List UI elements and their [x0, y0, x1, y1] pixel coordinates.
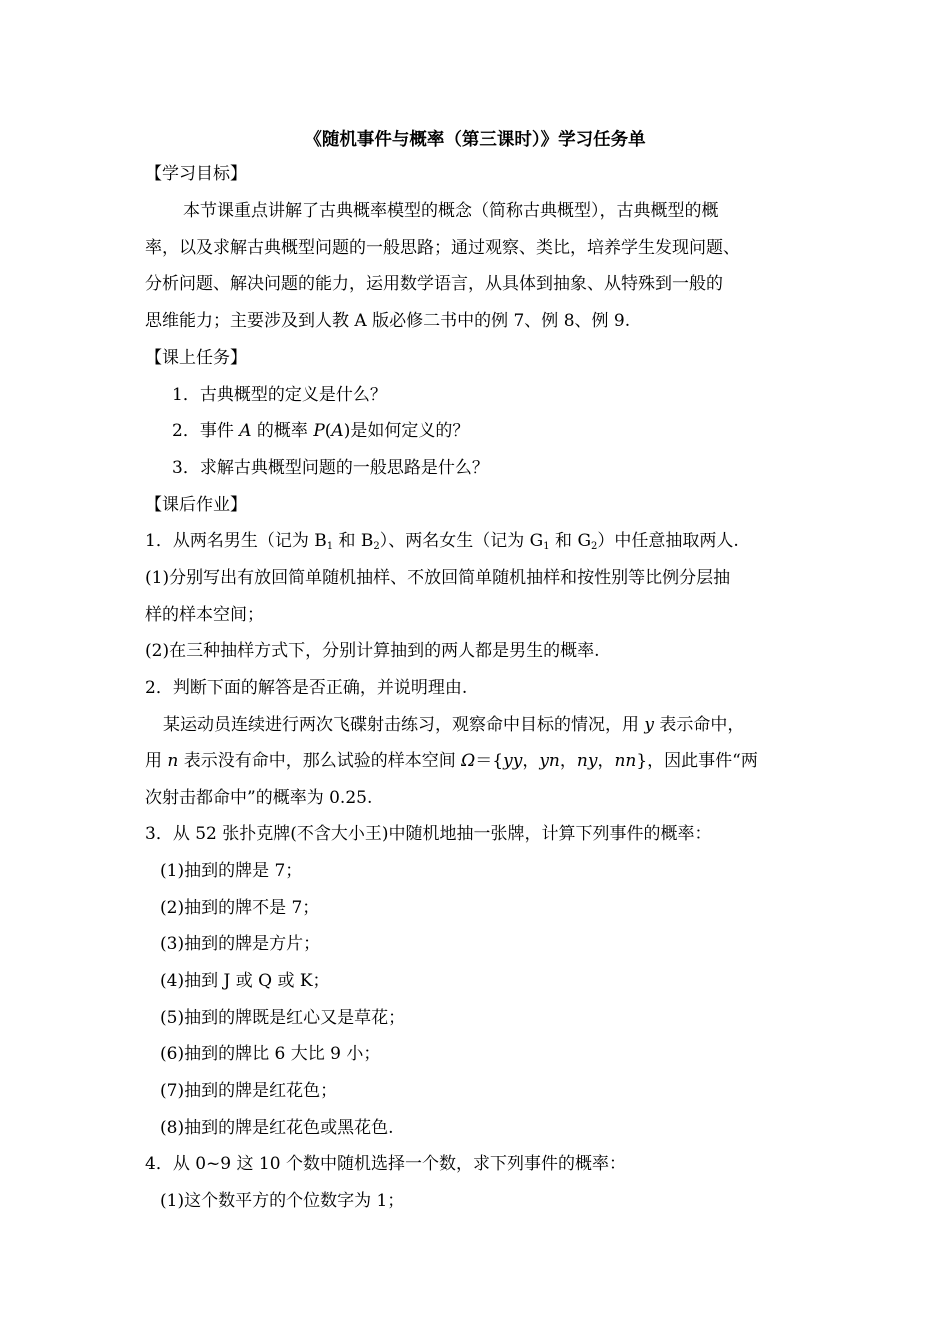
homework-3-item: (1)抽到的牌是 7； [160, 861, 303, 881]
homework-3: 3．从 52 张扑克牌(不含大小王)中随机地抽一张牌，计算下列事件的概率： [145, 824, 712, 844]
homework-1-part-1: (1)分别写出有放回简单随机抽样、不放回简单随机抽样和按性别等比例分层抽 [145, 568, 731, 588]
homework-2-text: 某运动员连续进行两次飞碟射击练习，观察命中目标的情况，用 y 表示命中， [163, 715, 745, 735]
section-heading-class-tasks: 【课上任务】 [145, 348, 247, 368]
goals-line: 思维能力；主要涉及到人教 A 版必修二书中的例 7、例 8、例 9. [145, 311, 631, 331]
goals-line: 率，以及求解古典概型问题的一般思路；通过观察、类比，培养学生发现问题、 [145, 238, 740, 258]
homework-4-item: (1)这个数平方的个位数字为 1； [160, 1191, 405, 1211]
class-task-2: 2．事件 A 的概率 P(A)是如何定义的？ [172, 421, 470, 441]
class-task-3: 3．求解古典概型问题的一般思路是什么？ [172, 458, 489, 478]
document-title: 《随机事件与概率（第三课时）》学习任务单 [304, 130, 646, 150]
homework-4: 4．从 0~9 这 10 个数中随机选择一个数，求下列事件的概率： [145, 1154, 626, 1174]
homework-2-text: 用 n 表示没有命中，那么试验的样本空间 Ω＝{yy，yn，ny，nn}，因此事件“两 [145, 751, 758, 771]
section-heading-homework: 【课后作业】 [145, 495, 247, 515]
goals-line: 分析问题、解决问题的能力，运用数学语言，从具体到抽象、从特殊到一般的 [145, 274, 723, 294]
homework-1-part-2: (2)在三种抽样方式下，分别计算抽到的两人都是男生的概率. [145, 641, 600, 661]
homework-3-item: (5)抽到的牌既是红心又是草花； [160, 1008, 406, 1028]
homework-3-item: (3)抽到的牌是方片； [160, 934, 321, 954]
homework-2-text: 次射击都命中”的概率为 0.25. [145, 788, 373, 808]
homework-3-item: (4)抽到 J 或 Q 或 K； [160, 971, 330, 991]
homework-3-item: (6)抽到的牌比 6 大比 9 小； [160, 1044, 381, 1064]
homework-3-item: (7)抽到的牌是红花色； [160, 1081, 338, 1101]
homework-1-part-1-cont: 样的样本空间； [145, 605, 264, 625]
goals-line: 本节课重点讲解了古典概率模型的概念（简称古典概型），古典概型的概 [183, 201, 719, 221]
homework-3-item: (8)抽到的牌是红花色或黑花色. [160, 1118, 394, 1138]
class-task-1: 1．古典概型的定义是什么？ [172, 385, 387, 405]
homework-1: 1．从两名男生（记为 $B_1$ 和 $B_2$）、两名女生（记为 $G_1$ 和 $G_2$）中任意抽取两人. [145, 531, 739, 552]
homework-2: 2．判断下面的解答是否正确，并说明理由. [145, 678, 468, 698]
section-heading-goals: 【学习目标】 [145, 164, 247, 184]
homework-3-item: (2)抽到的牌不是 7； [160, 898, 320, 918]
